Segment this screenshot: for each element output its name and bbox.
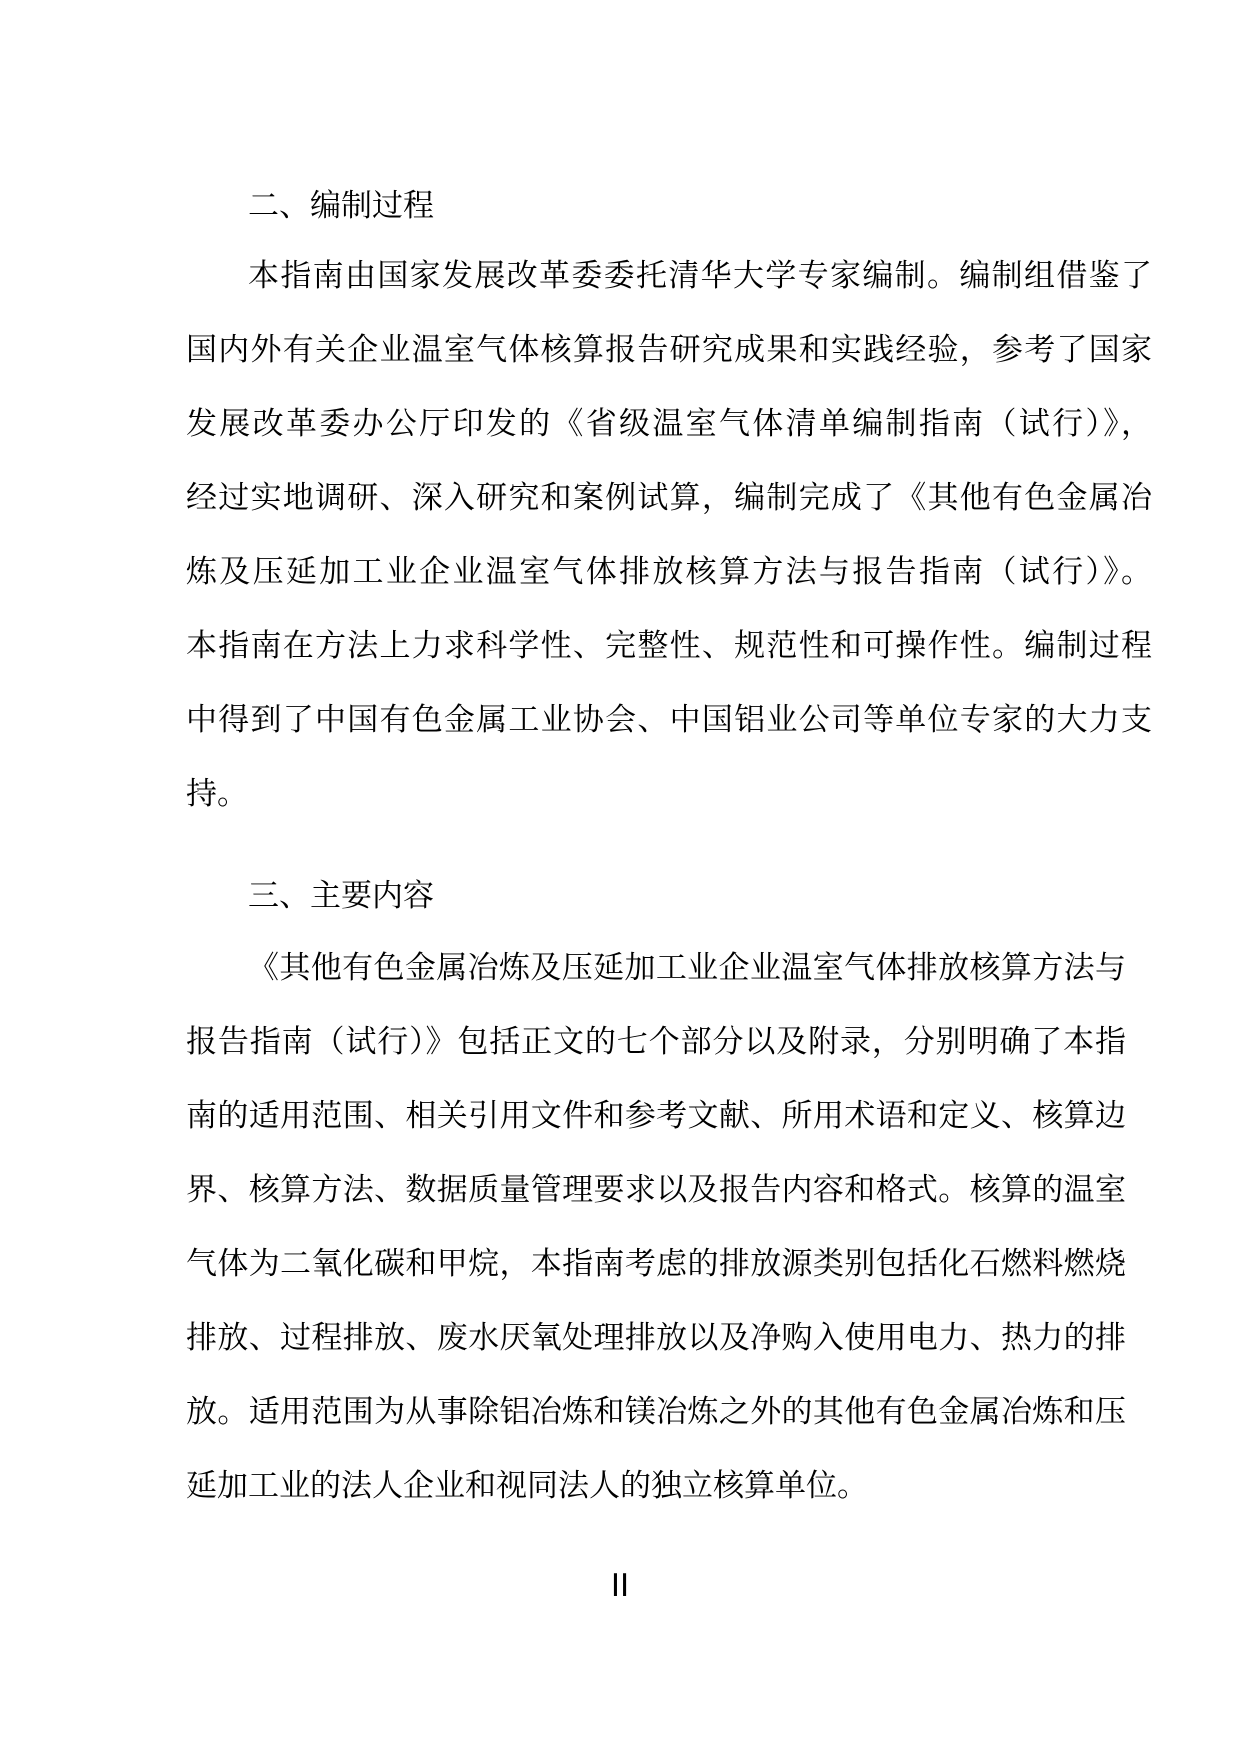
section-2-line-7: 中得到了中国有色金属工业协会、中国铝业公司等单位专家的大力支 <box>186 702 1152 738</box>
section-2-heading: 二、编制过程 <box>248 188 434 224</box>
section-2-line-8: 持。 <box>186 776 248 812</box>
section-3-line-6: 排放、过程排放、废水厌氧处理排放以及净购入使用电力、热力的排 <box>186 1320 1126 1356</box>
section-3-line-8: 延加工业的法人企业和视同法人的独立核算单位。 <box>186 1468 868 1504</box>
section-2-line-3: 发展改革委办公厅印发的《省级温室气体清单编制指南（试行）》， <box>186 406 1152 442</box>
page-number: II <box>610 1568 630 1604</box>
section-3-line-5: 气体为二氧化碳和甲烷，本指南考虑的排放源类别包括化石燃料燃烧 <box>186 1246 1126 1282</box>
section-2-line-4: 经过实地调研、深入研究和案例试算，编制完成了《其他有色金属冶 <box>186 480 1152 516</box>
section-3-line-7: 放。适用范围为从事除铝冶炼和镁冶炼之外的其他有色金属冶炼和压 <box>186 1394 1126 1430</box>
section-2-line-5: 炼及压延加工业企业温室气体排放核算方法与报告指南（试行）》。 <box>186 554 1152 590</box>
section-3-line-3: 南的适用范围、相关引用文件和参考文献、所用术语和定义、核算边 <box>186 1098 1126 1134</box>
section-3-line-4: 界、核算方法、数据质量管理要求以及报告内容和格式。核算的温室 <box>186 1172 1126 1208</box>
section-3-line-2: 报告指南（试行）》包括正文的七个部分以及附录，分别明确了本指 <box>186 1024 1126 1060</box>
section-3-line-1: 《其他有色金属冶炼及压延加工业企业温室气体排放核算方法与 <box>248 950 1126 986</box>
section-2-line-2: 国内外有关企业温室气体核算报告研究成果和实践经验，参考了国家 <box>186 332 1152 368</box>
section-2-line-6: 本指南在方法上力求科学性、完整性、规范性和可操作性。编制过程 <box>186 628 1152 664</box>
section-2-line-1: 本指南由国家发展改革委委托清华大学专家编制。编制组借鉴了 <box>248 258 1152 294</box>
section-3-heading: 三、主要内容 <box>248 878 434 914</box>
